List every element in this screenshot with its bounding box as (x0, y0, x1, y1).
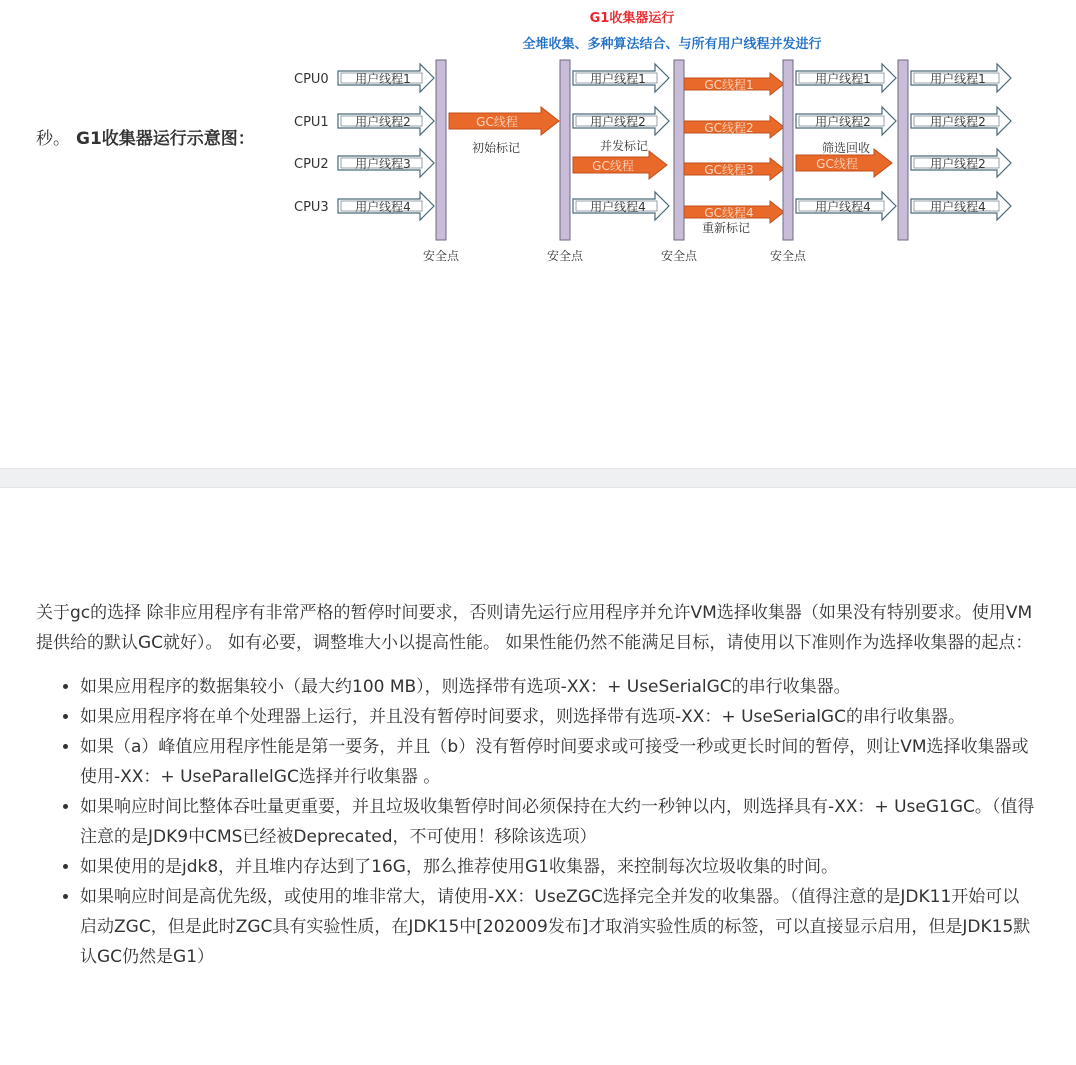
list-item: • 如果响应时间比整体吞吐量更重要，并且垃圾收集暂停时间必须保持在大约一秒钟以内，则选择具有-XX：+ UseG1GC。（值得注意的是JDK9中CMS已经被Deprecated，不可使用！移除该选项） (80, 792, 1036, 852)
section-divider (0, 468, 1076, 488)
image-section (0, 0, 1076, 468)
gc-thread-label: GC线程4 (704, 206, 754, 220)
user-thread-label: 用户线程4 (590, 200, 646, 214)
list-item: • 如果使用的是jdk8，并且堆内存达到了16G，那么推荐使用G1收集器，来控制每次垃圾收集的时间。 (80, 852, 1036, 882)
list-item: • 如果应用程序将在单个处理器上运行，并且没有暂停时间要求，则选择带有选项-XX：+ UseSerialGC的串行收集器。 (80, 702, 1036, 732)
user-thread-label: 用户线程2 (590, 115, 646, 129)
gc-thread-label: GC线程 (476, 115, 518, 129)
g1-collector-diagram (286, 0, 1026, 270)
remark-label: 重新标记 (701, 221, 751, 235)
user-thread-label: 用户线程1 (815, 72, 871, 86)
user-thread-label: 用户线程4 (355, 200, 411, 214)
user-thread-label: 用户线程2 (355, 115, 411, 129)
cpu-label: CPU0 (294, 72, 329, 87)
safepoint-bar (783, 60, 793, 240)
list-item: • 如果应用程序的数据集较小（最大约100 MB），则选择带有选项-XX：+ UseSerialGC的串行收集器。 (80, 672, 1036, 702)
safepoint-label: 安全点 (660, 249, 698, 263)
safepoint-label: 安全点 (422, 249, 460, 263)
cleanup-label: 筛选回收 (821, 141, 871, 155)
safepoint-bar (898, 60, 908, 240)
safepoint-bar (436, 60, 446, 240)
user-thread-label: 用户线程3 (355, 157, 411, 171)
caption-title: G1收集器运行示意图： (76, 129, 255, 149)
safepoint-label: 安全点 (546, 249, 584, 263)
guideline-list (36, 672, 1036, 972)
article-body (36, 598, 1036, 972)
caption-prefix: 秒。 (36, 129, 70, 149)
safepoint-bar (560, 60, 570, 240)
cpu-label: CPU1 (294, 115, 329, 130)
diagram-title: G1收集器运行 (589, 11, 675, 26)
concurrent-mark-label: 并发标记 (599, 139, 649, 153)
user-thread-label: 用户线程2 (930, 115, 986, 129)
safepoint-bar (674, 60, 684, 240)
user-thread-label: 用户线程4 (930, 200, 986, 214)
gc-thread-label: GC线程 (816, 157, 858, 171)
diagram-subtitle: 全堆收集、多种算法结合、与所有用户线程并发进行 (522, 37, 822, 52)
user-thread-label: 用户线程2 (815, 115, 871, 129)
gc-thread-label: GC线程3 (704, 163, 754, 177)
intro-paragraph: 关于gc的选择 除非应用程序有非常严格的暂停时间要求，否则请先运行应用程序并允许VM选择收集器（如果没有特别要求。使用VM提供给的默认GC就好）。 如有必要，调整堆大小以提高性能。 如果性能仍然不能满足目标，请使用以下准则作为选择收集器的起点： (36, 603, 1033, 653)
list-item: • 如果（a）峰值应用程序性能是第一要务，并且（b）没有暂停时间要求或可接受一秒或更长时间的暂停，则让VM选择收集器或使用-XX：+ UseParallelGC选择并行收集器 。 (80, 732, 1036, 792)
gc-thread-label: GC线程1 (704, 78, 754, 92)
user-thread-label: 用户线程1 (355, 72, 411, 86)
user-thread-label: 用户线程4 (815, 200, 871, 214)
user-thread-label: 用户线程1 (590, 72, 646, 86)
safepoint-label: 安全点 (769, 249, 807, 263)
gc-thread-label: GC线程2 (704, 121, 754, 135)
cpu-label: CPU2 (294, 157, 329, 172)
user-thread-label: 用户线程2 (930, 157, 986, 171)
figure-caption (36, 124, 255, 149)
gc-thread-label: GC线程 (592, 159, 634, 173)
user-thread-label: 用户线程1 (930, 72, 986, 86)
initial-mark-label: 初始标记 (471, 141, 521, 155)
cpu-label: CPU3 (294, 200, 329, 215)
list-item: • 如果响应时间是高优先级，或使用的堆非常大，请使用-XX：UseZGC选择完全并发的收集器。（值得注意的是JDK11开始可以启动ZGC，但是此时ZGC具有实验性质，在JDK15中[202009发布]才取消实验性质的标签，可以直接显示启用，但是JDK15默认GC仍然是G1） (80, 882, 1036, 972)
